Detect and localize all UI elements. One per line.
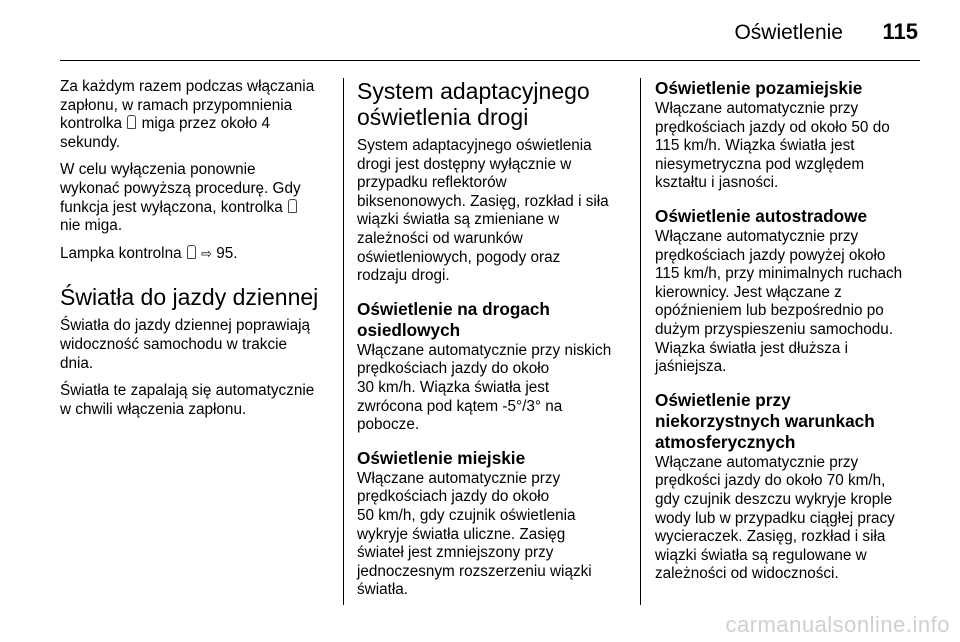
heading-line: niekorzystnych warunkach (655, 410, 875, 431)
paragraph-daytime-2 (60, 382, 335, 419)
text-line: biksenonowych. Zasięg, rozkład i siła (357, 192, 609, 210)
text-line: wykonać powyższą procedurę. Gdy (60, 179, 301, 197)
heading-line: Oświetlenie na drogach (357, 298, 550, 319)
text-line: Światła do jazdy dziennej poprawiają (60, 317, 311, 335)
text-line: funkcja jest wyłączona, kontrolka (60, 198, 288, 216)
text-line: nie miga. (60, 217, 123, 235)
text-line: jednoczesnym rozszerzeniu wiązki (357, 562, 592, 580)
heading-line: oświetlenia drogi (357, 104, 529, 130)
text-line: opóźnieniem lub bezpośrednio po (655, 302, 884, 320)
paragraph-adverse-weather (655, 454, 923, 584)
paragraph-motorway (655, 228, 923, 377)
section-heading-daytime-lights: Światła do jazdy dziennej (60, 284, 319, 311)
text-line: pobocze. (357, 416, 420, 434)
page-header (60, 18, 920, 61)
text-line: prędkościach jazdy do około (357, 360, 550, 378)
text-line: sekundy. (60, 133, 121, 151)
page-reference-link[interactable]: 95. (216, 244, 238, 262)
text-line: prędkości jazdy do około 70 km/h, (655, 472, 886, 490)
text-line: wody lub w przypadku ciągłej pracy (655, 509, 895, 527)
text-line: Lampka kontrolna (60, 244, 186, 262)
paragraph-reminder (60, 78, 335, 152)
text-line: zależności od warunków (357, 229, 523, 247)
text-line: gdy czujnik deszczu wykryje krople (655, 490, 893, 508)
text-line: kontrolka (60, 115, 127, 133)
text-line: kierownicy. Jest włączane z (655, 283, 842, 301)
paragraph-daytime-1 (60, 317, 335, 373)
text-line: 115 km/h, przy minimalnych ruchach (655, 265, 903, 283)
text-line: drogi jest dostępny wyłącznie w (357, 155, 572, 173)
subheading-urban: Oświetlenie miejskie (357, 447, 526, 468)
daytime-running-light-icon (127, 115, 136, 129)
column-3 (655, 78, 923, 593)
page-number: 115 (882, 19, 918, 44)
heading-line: atmosferycznych (655, 431, 796, 452)
text-line: widoczność samochodu w trakcie (60, 335, 288, 353)
text-line: zwrócona pod kątem -5°/3° na (357, 397, 563, 415)
text-line: Światła te zapalają się automatycznie (60, 382, 315, 400)
text-line: Włączane automatycznie przy niskich (357, 341, 612, 359)
text-line: Za każdym razem podczas włączania (60, 78, 315, 95)
text-line: 115 km/h. Wiązka światła jest (655, 137, 855, 155)
text-line: Włączane automatycznie przy (655, 227, 859, 245)
text-line: wiązki światła są regulowane w (655, 546, 867, 564)
text-line: System adaptacyjnego oświetlenia (357, 137, 592, 154)
paragraph-adaptive-intro (357, 137, 629, 286)
text-line: jaśniejsza. (655, 358, 727, 376)
text-line: Włączane automatycznie przy (357, 469, 561, 487)
subheading-rural: Oświetlenie pozamiejskie (655, 78, 863, 98)
subheading-adverse-weather (655, 390, 923, 453)
text-line: prędkościach jazdy od około 50 do (655, 118, 890, 136)
column-divider-left (343, 78, 344, 605)
page-title: Oświetlenie (734, 21, 843, 44)
text-line: Włączane automatycznie przy (655, 453, 859, 471)
paragraph-residential (357, 342, 629, 435)
text-line: przypadku reflektorów (357, 174, 507, 192)
text-line: wykryje światła uliczne. Zasięg (357, 525, 566, 543)
text-line: rodzaju drogi. (357, 267, 450, 285)
column-divider-right (640, 78, 641, 605)
text-line: Wiązka światła jest dłuższa i (655, 339, 848, 357)
text-line: 50 km/h, gdy czujnik oświetlenia (357, 506, 576, 524)
section-heading-adaptive-lighting (357, 78, 629, 130)
text-line: kształtu i jasności. (655, 174, 779, 192)
subheading-residential (357, 299, 629, 341)
text-line: prędkościach jazdy powyżej około (655, 246, 886, 264)
column-1 (60, 78, 335, 428)
text-line: wycieraczek. Zasięg, rozkład i siła (655, 528, 886, 546)
paragraph-rural (655, 100, 923, 193)
text-line: światła. (357, 581, 409, 599)
subheading-motorway: Oświetlenie autostradowe (655, 205, 868, 226)
paragraph-disable (60, 161, 335, 235)
text-line: miga przez około 4 (137, 115, 270, 133)
text-line: oświetleniowych, pogody oraz (357, 248, 561, 266)
text-line: Włączane automatycznie przy (655, 100, 859, 117)
text-line: 30 km/h. Wiązka światła jest (357, 378, 550, 396)
heading-line: System adaptacyjnego (357, 78, 590, 104)
column-2 (357, 78, 629, 609)
text-line: dużym przyspieszeniu samochodu. (655, 320, 894, 338)
daytime-running-light-icon (288, 199, 297, 213)
page-reference-arrow-icon: ⇨ (201, 245, 213, 261)
text-line: świateł jest zmniejszony przy (357, 544, 554, 562)
watermark: carmanualsonline.info (725, 612, 950, 637)
text-line: wiązki światła są zmieniane w (357, 211, 560, 229)
text-line: dnia. (60, 354, 94, 372)
text-line: w chwili włączenia zapłonu. (60, 400, 247, 418)
text-line: niesymetryczna pod względem (655, 155, 865, 173)
text-line: prędkościach jazdy do około (357, 488, 550, 506)
text-line: W celu wyłączenia ponownie (60, 161, 256, 179)
paragraph-indicator-ref (60, 245, 335, 264)
text-line: zapłonu, w ramach przypomnienia (60, 96, 293, 114)
paragraph-urban (357, 470, 629, 600)
heading-line: osiedlowych (357, 319, 461, 340)
heading-line: Oświetlenie przy (655, 389, 791, 410)
daytime-running-light-icon (187, 245, 196, 259)
text-line: zależności od widoczności. (655, 565, 839, 583)
